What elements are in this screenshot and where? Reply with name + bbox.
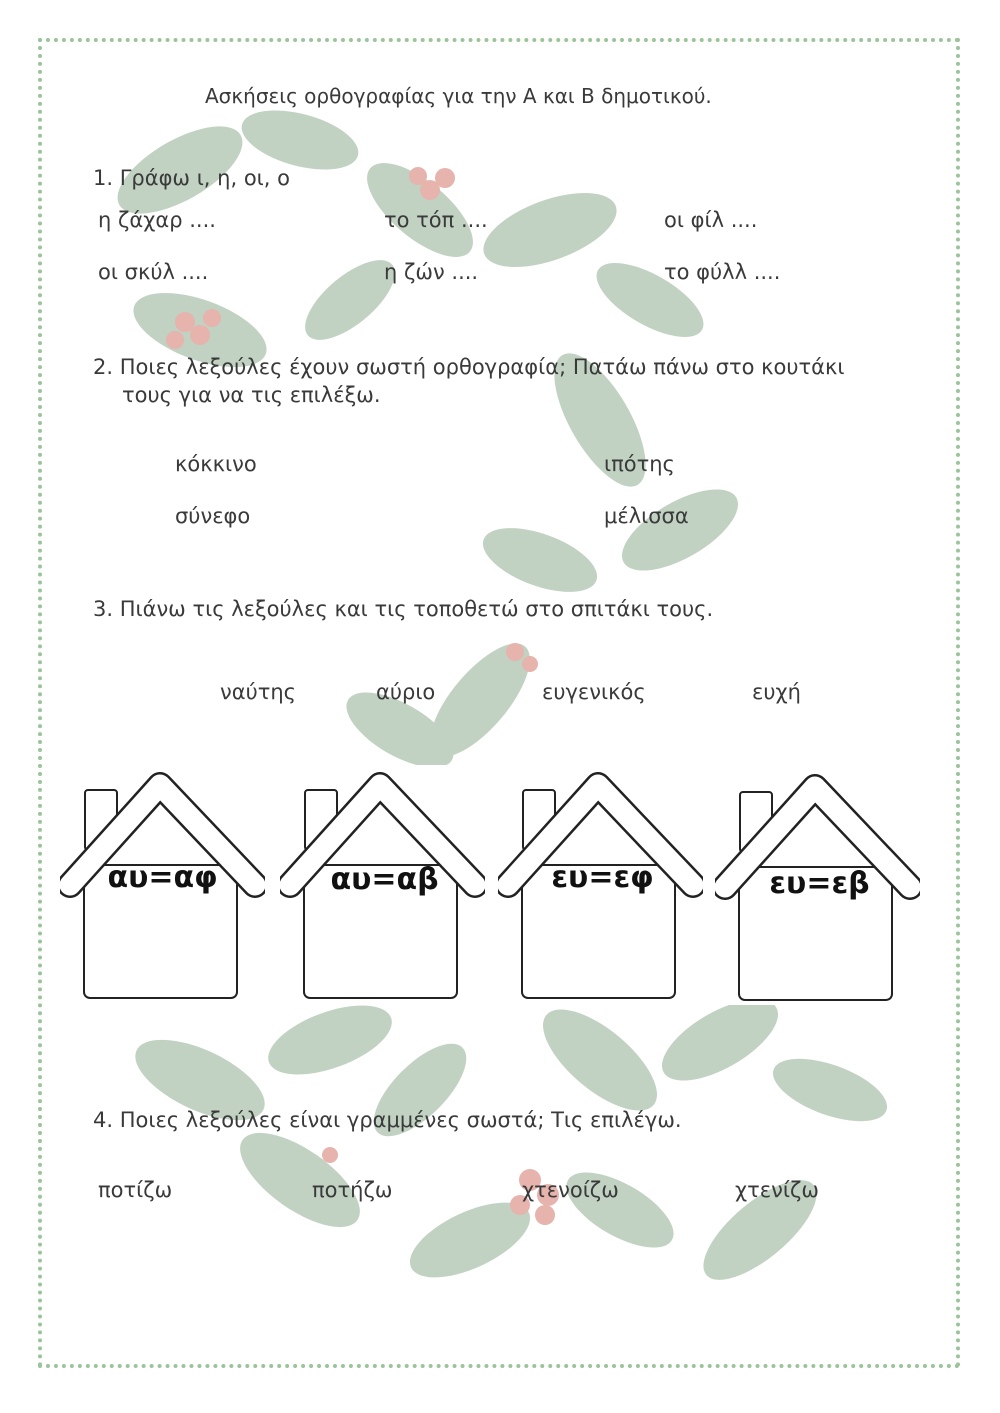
house-label: αυ=αβ xyxy=(330,862,439,897)
page-border xyxy=(38,38,960,1368)
house-label: αυ=αφ xyxy=(107,860,218,895)
exercise-1-item[interactable]: η ζών .... xyxy=(384,260,479,284)
page-title: Ασκήσεις ορθογραφίας για την Α και Β δημοτικού. xyxy=(205,84,712,108)
exercise-4-word-option[interactable]: ποτίζω xyxy=(98,1178,173,1202)
exercise-1-item[interactable]: οι σκύλ .... xyxy=(98,260,209,284)
draggable-word[interactable]: ναύτης xyxy=(220,680,297,704)
exercise-2-word-option[interactable]: μέλισσα xyxy=(604,504,689,528)
draggable-word[interactable]: αύριο xyxy=(376,680,436,704)
exercise-2-word-option[interactable]: ιπότης xyxy=(604,452,675,476)
exercise-1-heading: 1. Γράφω ι, η, οι, ο xyxy=(93,166,290,190)
draggable-word[interactable]: ευγενικός xyxy=(542,680,646,704)
exercise-4-word-option[interactable]: ποτήζω xyxy=(312,1178,393,1202)
exercise-4-heading: 4. Ποιες λεξούλες είναι γραμμένες σωστά; Τις επιλέγω. xyxy=(93,1108,682,1132)
exercise-1-item[interactable]: οι φίλ .... xyxy=(664,208,758,232)
draggable-word[interactable]: ευχή xyxy=(752,680,801,704)
exercise-1-item[interactable]: το τόπ .... xyxy=(384,208,488,232)
exercise-4-word-option[interactable]: χτενοίζω xyxy=(522,1178,619,1202)
exercise-1-item[interactable]: η ζάχαρ .... xyxy=(98,208,216,232)
exercise-2-word-option[interactable]: σύνεφο xyxy=(175,504,251,528)
exercise-2-word-option[interactable]: κόκκινο xyxy=(175,452,257,476)
exercise-1-item[interactable]: το φύλλ .... xyxy=(664,260,781,284)
exercise-2-heading-continued: τους για να τις επιλέξω. xyxy=(122,383,381,407)
house-label: ευ=εβ xyxy=(769,866,870,901)
house-label: ευ=εφ xyxy=(551,860,654,895)
exercise-2-heading: 2. Ποιες λεξούλες έχουν σωστή ορθογραφία; Πατάω πάνω στο κουτάκι xyxy=(93,355,845,379)
exercise-3-heading: 3. Πιάνω τις λεξούλες και τις τοποθετώ στο σπιτάκι τους. xyxy=(93,597,714,621)
exercise-4-word-option[interactable]: χτενίζω xyxy=(735,1178,819,1202)
